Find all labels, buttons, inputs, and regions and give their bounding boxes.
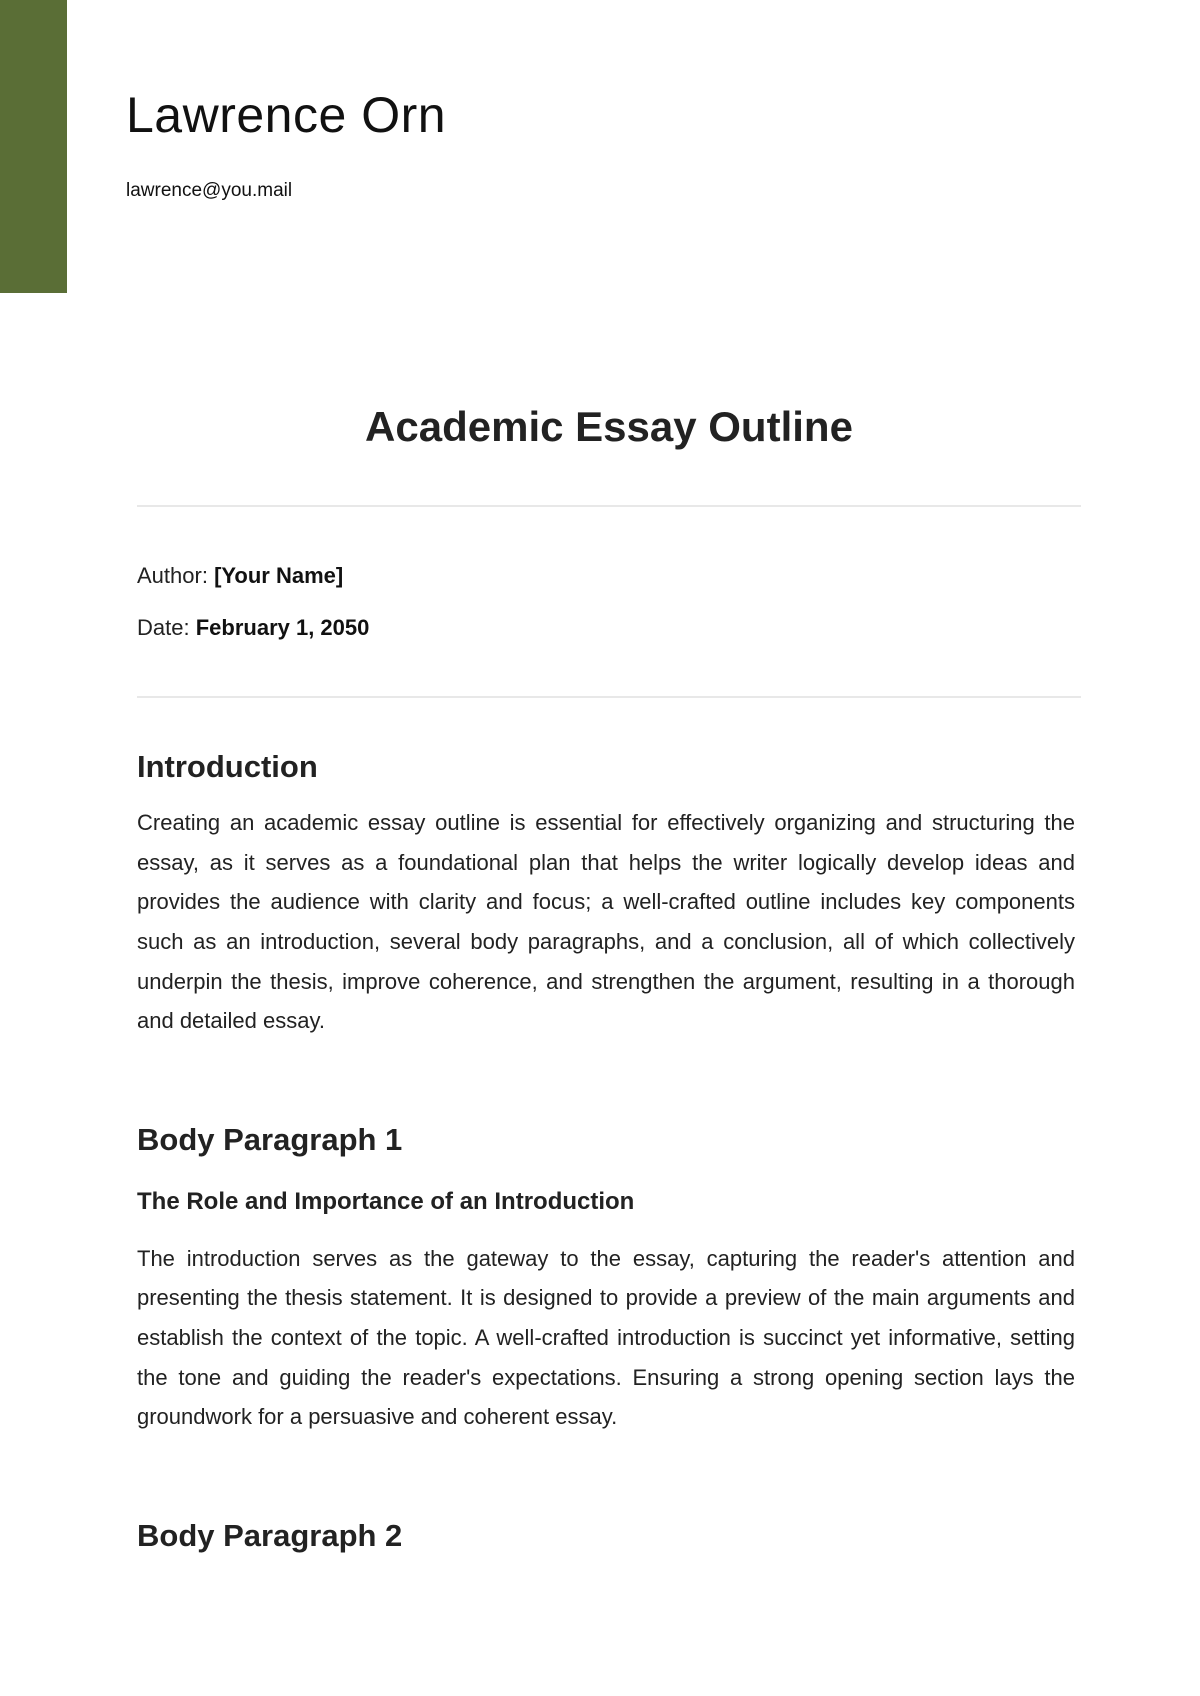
section-heading: Introduction	[137, 749, 318, 784]
date-value: February 1, 2050	[195, 615, 370, 640]
header-accent-bar	[0, 0, 67, 293]
section-subheading: The Role and Importance of an Introduction	[137, 1187, 635, 1215]
section-paragraph: Creating an academic essay outline is essential for effectively organizing and structuring the essay, as it serves as a foundational plan that helps the writer logically develop ideas and provides the audience with clarity and focus; a well-crafted outline includes key components such as an introduction, several body paragraphs, and a conclusion, all of which collectively underpin the thesis, improve coherence, and strengthen the argument, resulting in a thorough and detailed essay.	[137, 810, 1075, 1034]
divider-top	[137, 505, 1081, 507]
document-title: Academic Essay Outline	[365, 403, 853, 450]
author-line	[137, 563, 343, 589]
section-heading: Body Paragraph 2	[137, 1517, 403, 1553]
section-body-paragraph-2	[137, 1517, 1075, 1554]
sender-email: lawrence@you.mail	[126, 180, 293, 201]
date-label: Date:	[137, 615, 190, 640]
section-heading: Body Paragraph 1	[137, 1121, 403, 1157]
section-introduction	[137, 748, 1075, 1041]
sender-name: Lawrence Orn	[126, 87, 447, 143]
divider-bottom	[137, 696, 1081, 698]
section-body-paragraph-1	[137, 1121, 1075, 1437]
date-line	[137, 615, 369, 641]
author-value: [Your Name]	[214, 563, 344, 588]
document-body	[137, 748, 1075, 1554]
section-paragraph: The introduction serves as the gateway to the essay, capturing the reader's attention and presenting the thesis statement. It is designed to provide a preview of the main arguments and establish the context of the topic. A well-crafted introduction is succinct yet informative, setting the tone and guiding the reader's expectations. Ensuring a strong opening section lays the groundwork for a persuasive and coherent essay.	[137, 1245, 1075, 1430]
author-label: Author:	[137, 563, 208, 588]
